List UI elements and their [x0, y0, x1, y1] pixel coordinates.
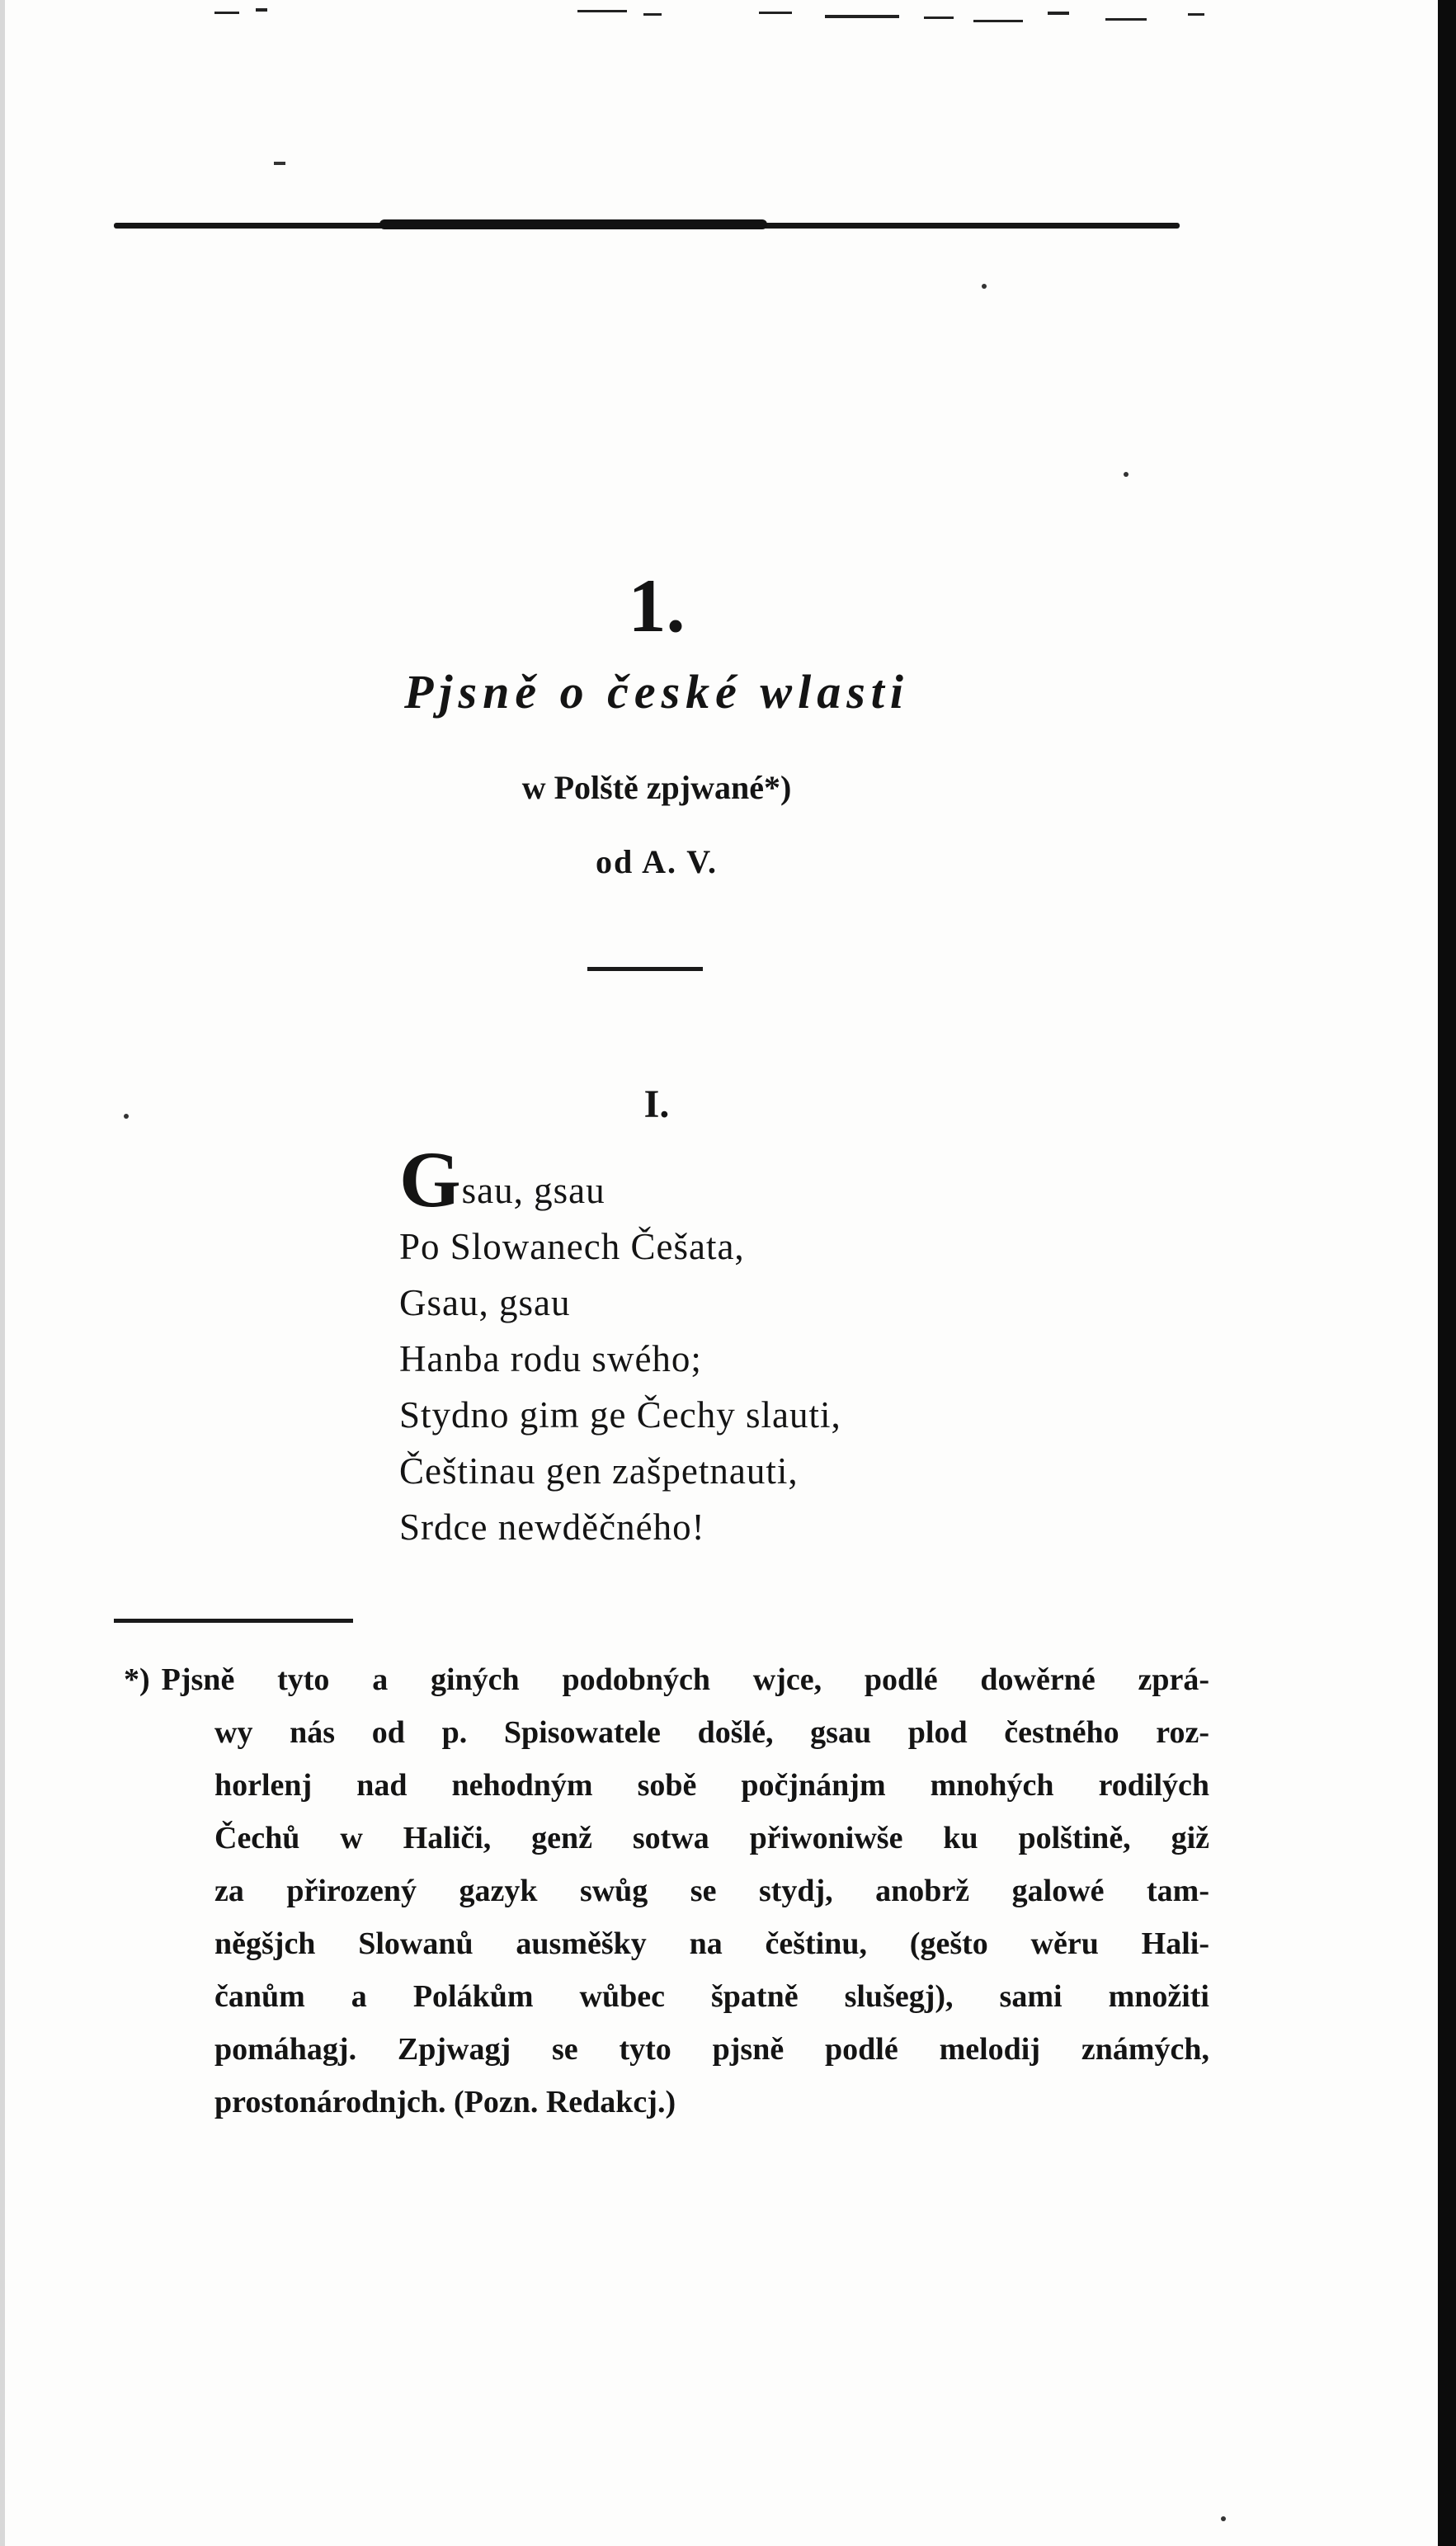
verse-line: Gsau, gsau — [399, 1282, 571, 1323]
verse-line: Hanba rodu swého; — [399, 1338, 702, 1379]
footnote-line: za přirozený gazyk swůg se stydj, anobrž galowé tam- — [214, 1874, 1209, 1908]
poem-author: od A. V. — [596, 843, 718, 880]
page-edge-left — [0, 0, 5, 2546]
verse-line: Češtinau gen zašpetnauti, — [399, 1450, 799, 1492]
drop-initial: G — [399, 1135, 462, 1223]
page-edge-right — [1438, 0, 1456, 2546]
footnote-rule — [114, 1619, 353, 1623]
footnote-line: čanům a Polákům wůbec špatně slušegj), sami množiti — [214, 1979, 1209, 2014]
footnote-line: pomáhagj. Zpjwagj se tyto pjsně podlé melodij známých, — [214, 2032, 1209, 2067]
verse-line-text: sau, gsau — [461, 1170, 605, 1211]
margin-mark — [274, 162, 285, 165]
stanza-number: I. — [643, 1082, 670, 1126]
speck — [1124, 472, 1129, 477]
poem-title: Pjsně o české wlasti — [403, 665, 909, 719]
speck — [1221, 2516, 1226, 2521]
verse-line: Po Slowanech Češata, — [399, 1226, 745, 1267]
verse-line: Stydno gim ge Čechy slauti, — [399, 1394, 841, 1436]
footnote — [124, 1653, 1209, 2129]
chapter-number: 1. — [628, 563, 686, 648]
verse-line: Srdce newděčného! — [399, 1506, 705, 1548]
footnote-line: wy nás od p. Spisowatele došlé, gsau plod čestného roz- — [214, 1715, 1209, 1750]
top-edge-speckle — [115, 0, 1312, 33]
footnote-line: Čechů w Haliči, genž sotwa přiwoniwše ku polštině, giž — [214, 1821, 1209, 1855]
footnote-line: horlenj nad nehodným sobě počjnánjm mnohých rodilých — [214, 1768, 1209, 1803]
speck — [982, 284, 987, 289]
footnote-line-text: Pjsně tyto a giných podobných wjce, podlé dowěrné zprá- — [161, 1662, 1209, 1697]
footnote-line: prostonárodnjch. (Pozn. Redakcj.) — [214, 2085, 676, 2119]
poem-subtitle: w Polště zpjwané*) — [521, 769, 792, 806]
section-rule — [587, 967, 703, 971]
header-rule-swell — [379, 219, 767, 229]
footnote-marker: *) — [124, 1662, 150, 1697]
footnote-line: něgšjch Slowanů ausměšky na češtinu, (gešto wěru Hali- — [214, 1926, 1209, 1961]
footnote-line — [124, 1653, 1209, 1706]
verse-line — [399, 1135, 841, 1223]
stanza-verse — [399, 1135, 841, 1555]
